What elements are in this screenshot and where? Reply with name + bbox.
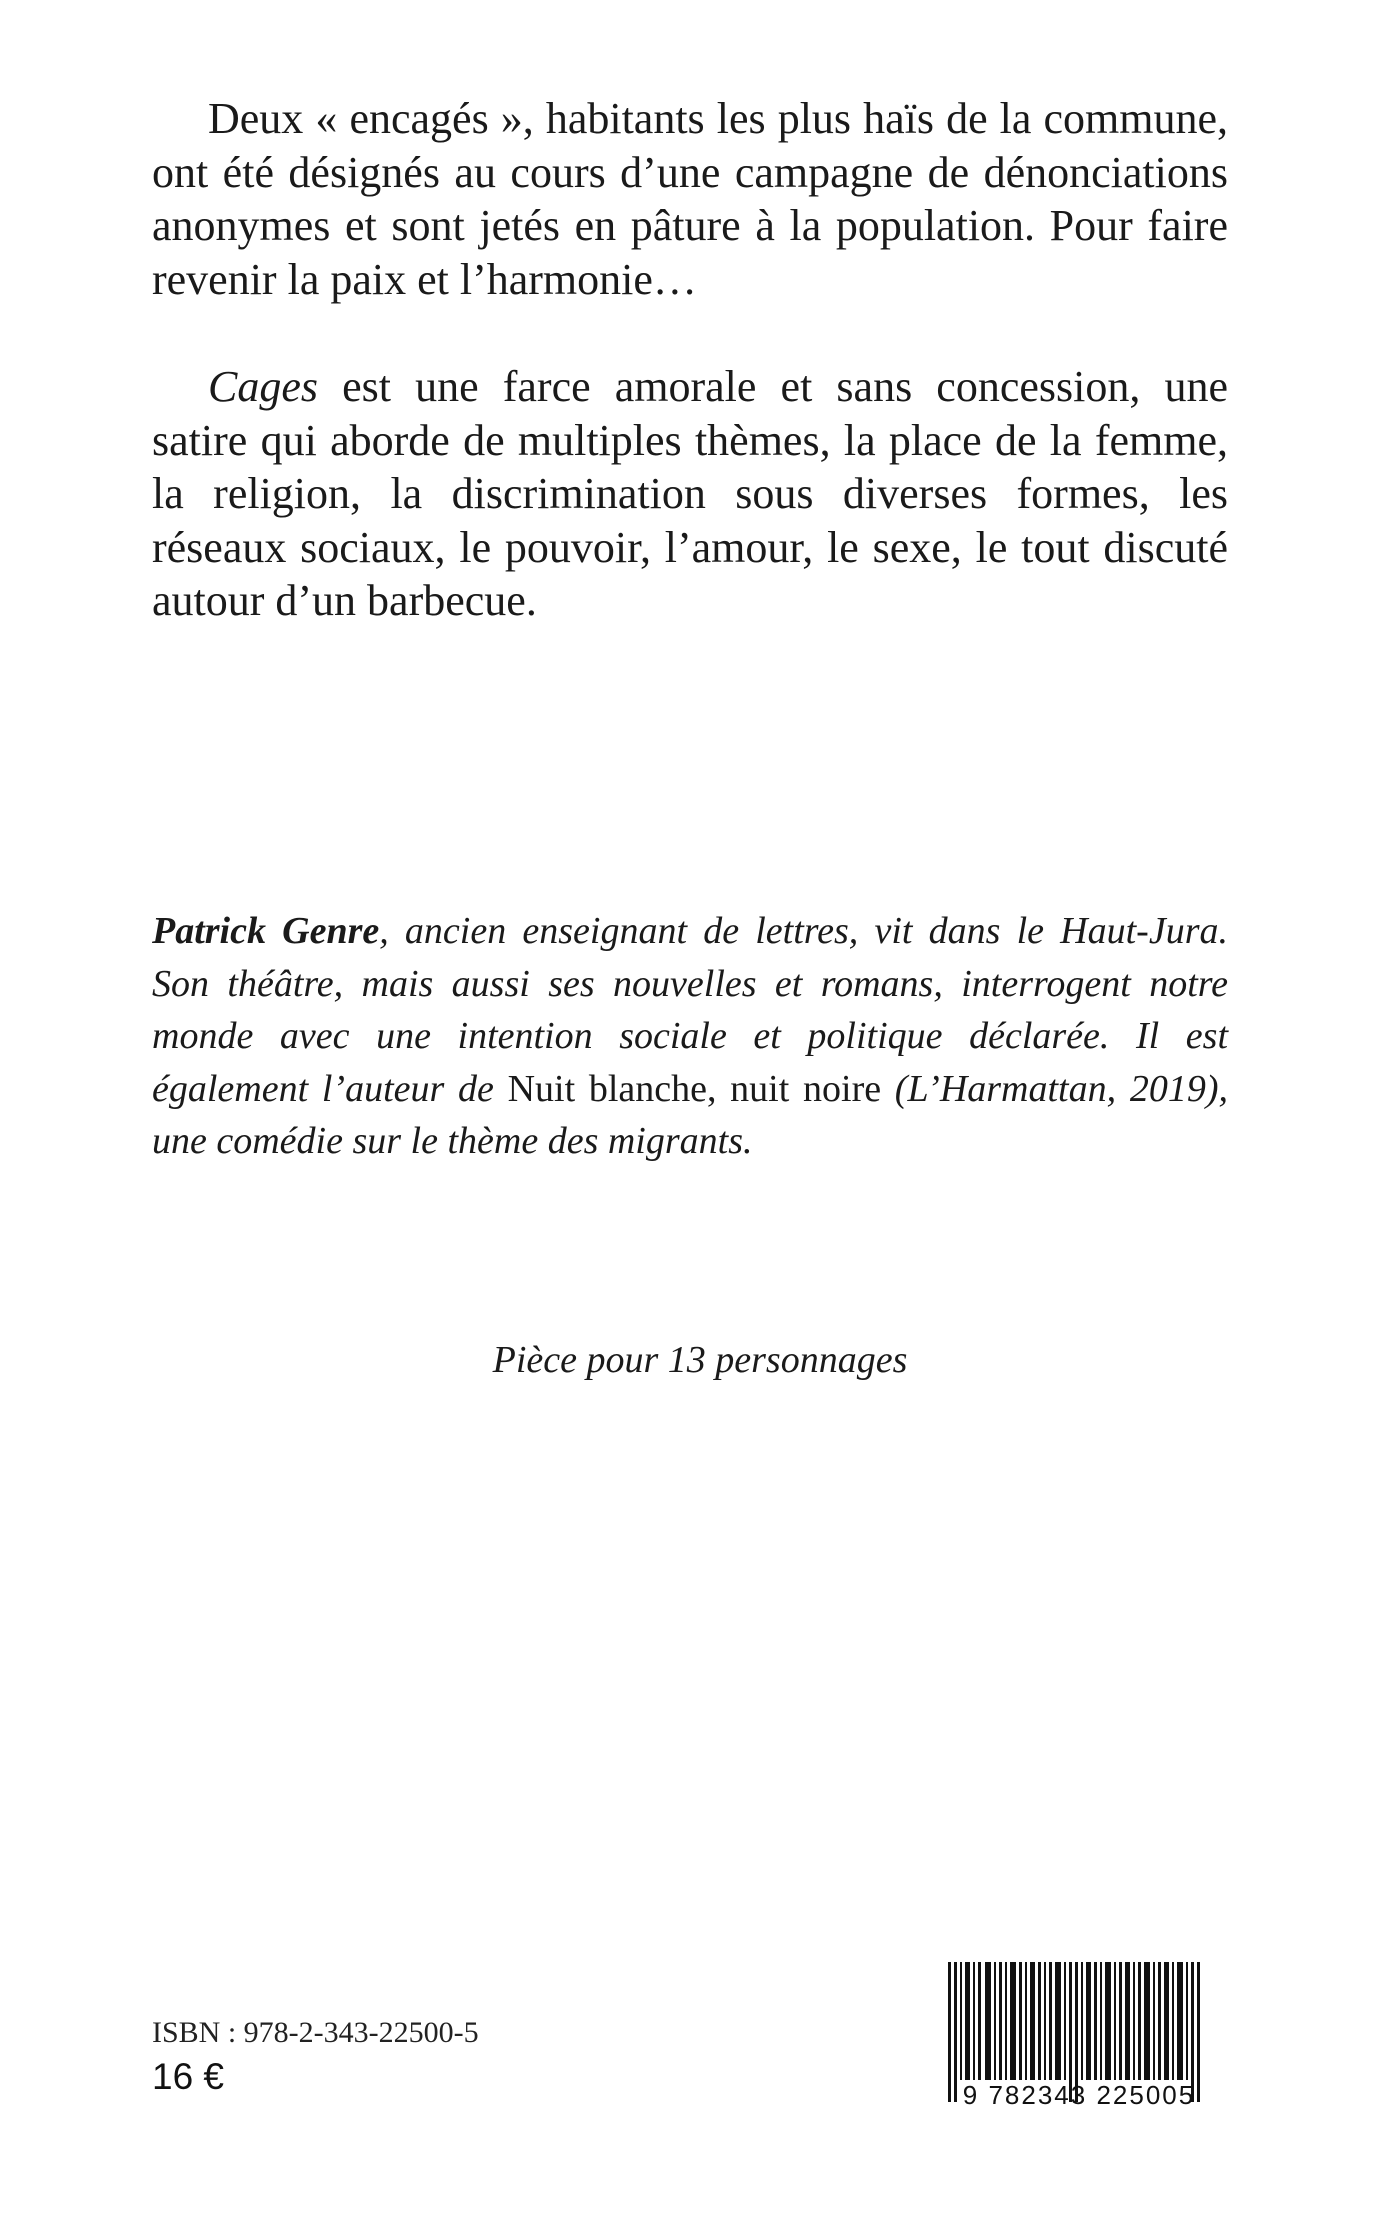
price: 16 € xyxy=(152,2056,225,2097)
author-bio-text-2: (L’Harmattan, 2019), une comédie sur le thème des migrants. xyxy=(152,1067,1228,1162)
summary-book-title: Cages xyxy=(208,362,318,411)
book-summary xyxy=(152,92,1228,628)
author-bio-paragraph xyxy=(152,905,1228,1168)
cast-note-text: Pièce pour 13 personnages xyxy=(492,1339,908,1381)
isbn: ISBN : 978-2-343-22500-5 xyxy=(152,2016,479,2049)
cast-note xyxy=(0,1335,1400,1385)
summary-paragraph-2 xyxy=(152,360,1228,628)
author-name: Patrick Genre xyxy=(152,910,380,952)
author-bio-text-1: , ancien enseignant de lettres, vit dans le Haut-Jura. Son théâtre, mais aussi ses nouvelles et romans, interrogent notre monde avec une intention sociale et politique déclarée. Il est également l’auteur de xyxy=(152,910,1228,1110)
previous-book-title: Nuit blanche, nuit noire xyxy=(507,1067,882,1110)
barcode-number: 9 782343 225005 xyxy=(962,2080,1196,2110)
author-bio xyxy=(152,905,1228,1168)
summary-paragraph-2-text: est une farce amorale et sans concession, une satire qui aborde de multiples thèmes, la place de la femme, la religion, la discrimination sous diverses formes, les réseaux sociaux, le pouvoir, l’amour, le sexe, le tout discuté autour d’un barbecue. xyxy=(152,362,1228,625)
summary-paragraph-1: Deux « encagés », habitants les plus haïs de la commune, ont été désignés au cours d’une campagne de dénonciations anonymes et sont jetés en pâture à la population. Pour faire revenir la paix et l’harmonie… xyxy=(152,94,1228,304)
